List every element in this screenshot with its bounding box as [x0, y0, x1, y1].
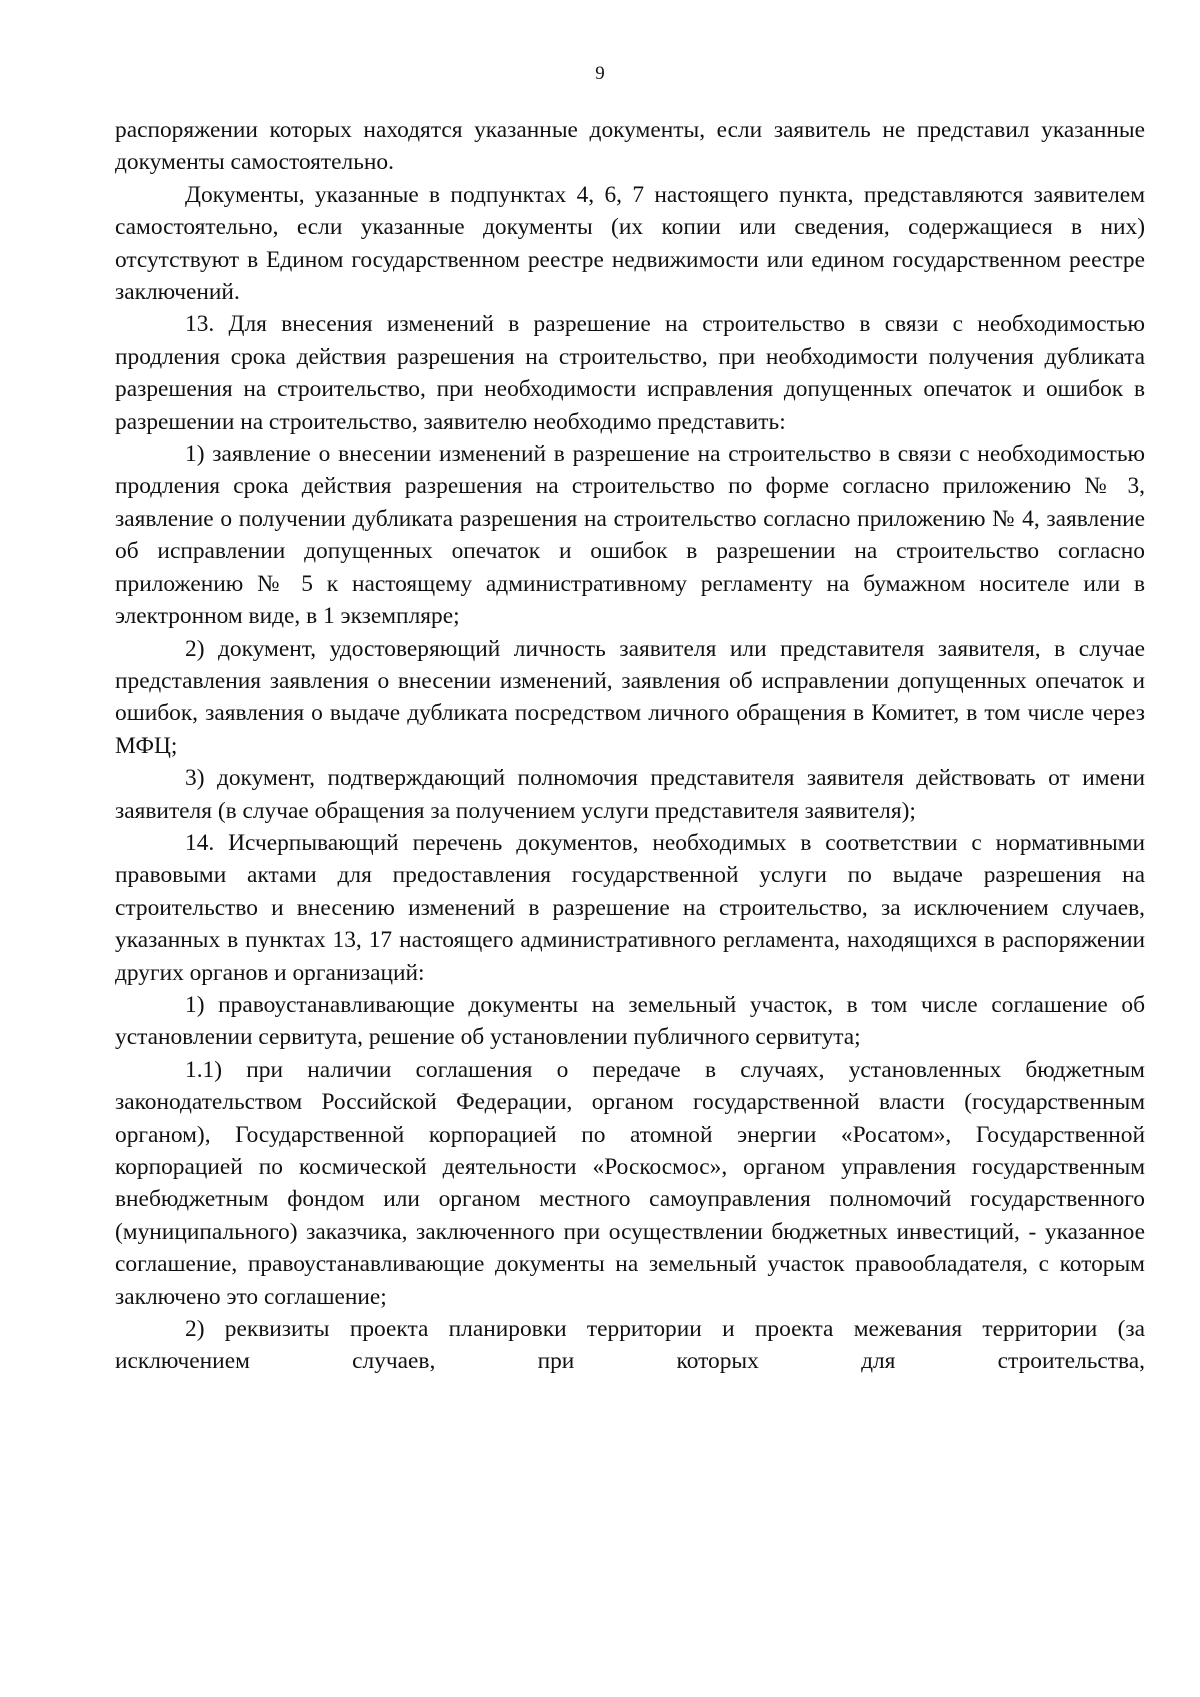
document-body	[115, 114, 1145, 1378]
paragraph: 14. Исчерпывающий перечень документов, необходимых в соответствии с нормативными правовыми актами для предоставления государственной услуги по выдаче разрешения на строительство и внесению изменений в разрешение на строительство, за исключением случаев, указанных в пунктах 13, 17 настоящего административного регламента, находящихся в распоряжении других органов и организаций:	[115, 829, 1145, 986]
paragraph: 1.1) при наличии соглашения о передаче в случаях, установленных бюджетным законодательством Российской Федерации, органом государственной власти (государственным органом), Государственной корпорацией по атомной энергии «Росатом», Государственной корпорацией по космической деятельности «Роскосмос», органом управления государственным внебюджетным фондом или органом местного самоуправления полномочий государственного (муниципального) заказчика, заключенного при осуществлении бюджетных инвестиций, - указанное соглашение, правоустанавливающие документы на земельный участок правообладателя, с которым заключено это соглашение;	[115, 1056, 1145, 1310]
paragraph: распоряжении которых находятся указанные документы, если заявитель не представил указанные документы самостоятельно.	[115, 117, 1145, 176]
paragraph: 3) документ, подтверждающий полномочия представителя заявителя действовать от имени заявителя (в случае обращения за получением услуги представителя заявителя);	[115, 765, 1145, 824]
paragraph: 2) реквизиты проекта планировки территории и проекта межевания территории (за исключением случаев, при которых для строительства,	[115, 1316, 1145, 1375]
paragraph: 1) правоустанавливающие документы на земельный участок, в том числе соглашение об установлении сервитута, решение об установлении публичного сервитута;	[115, 991, 1145, 1051]
page-number: 9	[595, 63, 605, 84]
paragraph: 13. Для внесения изменений в разрешение на строительство в связи с необходимостью продления срока действия разрешения на строительство, при необходимости получения дубликата разрешения на строительство, при необходимости исправления допущенных опечаток и ошибок в разрешении на строительство, заявителю необходимо представить:	[115, 311, 1145, 435]
paragraph: Документы, указанные в подпунктах 4, 6, 7 настоящего пункта, представляются заявителем самостоятельно, если указанные документы (их копии или сведения, содержащиеся в них) отсутствуют в Едином государственном реестре недвижимости или едином государственном реестре заключений.	[115, 181, 1145, 306]
paragraph: 1) заявление о внесении изменений в разрешение на строительство в связи с необходимостью продления срока действия разрешения на строительство по форме согласно приложению № 3, заявление о получении дубликата разрешения на строительство согласно приложению № 4, заявление об исправлении допущенных опечаток и ошибок в разрешении на строительство согласно приложению № 5 к настоящему административному регламенту на бумажном носителе или в электронном виде, в 1 экземпляре;	[115, 441, 1145, 630]
paragraph: 2) документ, удостоверяющий личность заявителя или представителя заявителя, в случае представления заявления о внесении изменений, заявления об исправлении допущенных опечаток и ошибок, заявления о выдаче дубликата посредством личного обращения в Комитет, в том числе через МФЦ;	[115, 635, 1145, 759]
